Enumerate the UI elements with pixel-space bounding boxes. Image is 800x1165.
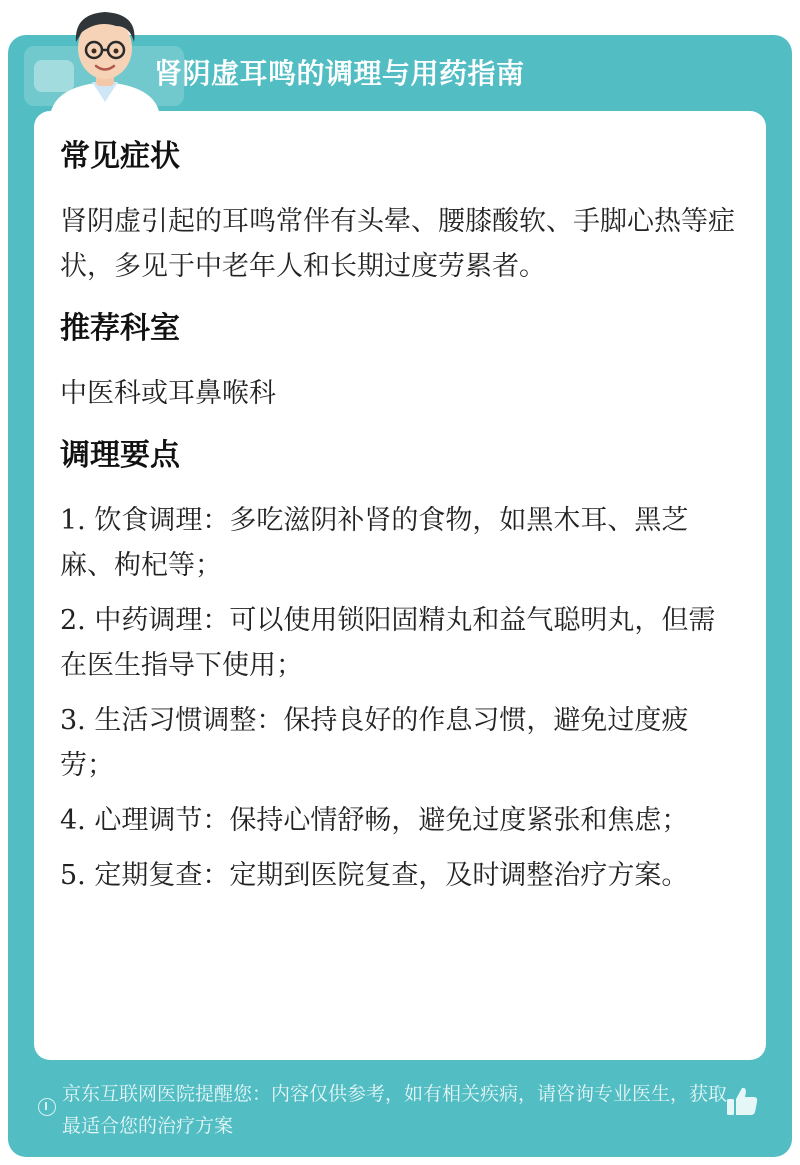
section-heading-department: 推荐科室 [60,311,180,346]
section-heading-care-points: 调理要点 [60,438,180,473]
content-card [34,111,766,1060]
section-heading-symptoms: 常见症状 [60,139,180,174]
section-body-department: 中医科或耳鼻喉科 [60,378,276,409]
article-content [60,135,740,908]
list-item: 1. 饮食调理：多吃滋阴补肾的食物，如黑木耳、黑芝麻、枸杞等； [60,505,689,581]
list-item: 5. 定期复查：定期到医院复查，及时调整治疗方案。 [60,860,689,891]
info-icon [38,1098,56,1116]
care-points-list [60,498,740,898]
list-item: 3. 生活习惯调整：保持良好的作息习惯，避免过度疲劳； [60,705,689,781]
list-item: 2. 中药调理：可以使用锁阳固精丸和益气聪明丸，但需在医生指导下使用； [60,605,716,681]
doctor-avatar-icon [40,6,170,116]
page-title: 肾阴虚耳鸣的调理与用药指南 [154,57,525,90]
list-item: 4. 心理调节：保持心情舒畅，避免过度紧张和焦虑； [60,805,689,836]
section-body-symptoms: 肾阴虚引起的耳鸣常伴有头晕、腰膝酸软、手脚心热等症状，多见于中老年人和长期过度劳累者。 [60,206,735,282]
footer-disclaimer: 京东互联网医院提醒您：内容仅供参考，如有相关疾病，请咨询专业医生，获取最适合您的治疗方案 [62,1083,728,1137]
thumbs-up-icon[interactable] [724,1084,760,1120]
